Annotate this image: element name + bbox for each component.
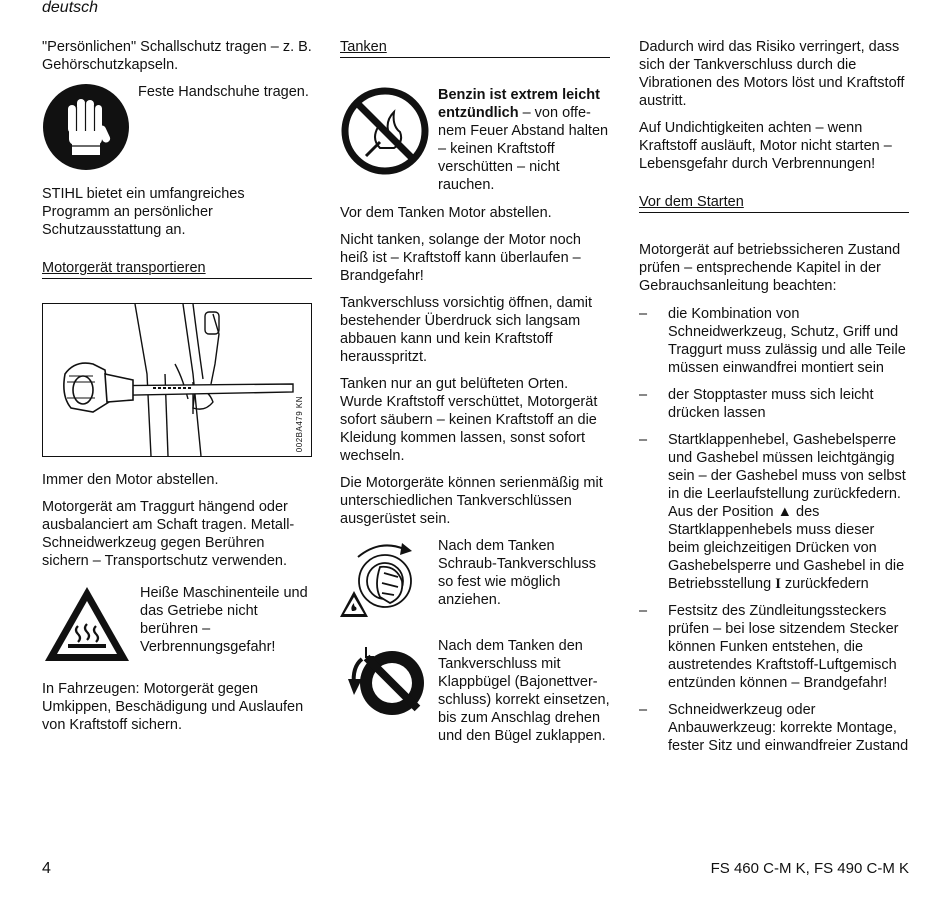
- transport-illustration: [42, 303, 312, 457]
- refuel-text-1: Vor dem Tanken Motor abstellen.: [340, 205, 552, 221]
- bayonet-cap-text: Nach dem Tanken den Tankverschluss mit Klappbügel (Bajonettver-schluss) korrekt einsetzen, bis zum Anschlag drehen und den Bügel zuklappen.: [438, 638, 610, 744]
- model-designation: FS 460 C-M K, FS 490 C-M K: [710, 860, 909, 877]
- column-3: [639, 38, 909, 764]
- hot-parts-text-main: Heiße Maschinenteile und das Getriebe nicht berühren –: [140, 585, 308, 637]
- language-label: deutsch: [42, 0, 99, 16]
- list-item: – die Kombination von Schneidwerkzeug, Schutz, Griff und Traggurt muss zulässig und alle Teile müssen einwandfrei montiert sein: [639, 305, 909, 377]
- before-start-intro: Motorgerät auf betriebssicheren Zustand prüfen – entsprechende Kapitel in der Gebrauchsanleitung beachten:: [639, 242, 901, 294]
- hearing-protection-text: "Persönlichen" Schallschutz tragen – z. B. Gehörschutzkapseln.: [42, 39, 312, 73]
- screw-cap-icon: [340, 537, 430, 619]
- transport-heading: Motorgerät transportieren: [42, 259, 312, 279]
- carry-instructions-text: Motorgerät am Traggurt hängend oder ausbalanciert am Schaft tragen. Metall-Schneidwerkzeug gegen Berühren sichern – Transportschutz verwenden.: [42, 499, 295, 569]
- bayonet-cap-icon: [340, 637, 430, 727]
- screw-cap-notice: [340, 537, 610, 619]
- choke-position-symbol: ▲: [777, 504, 792, 520]
- leak-check-text: Auf Undichtigkeiten achten – wenn Kraftstoff ausläuft, Motor nicht starten – Lebensgefahr durch Verbrennungen!: [639, 120, 892, 172]
- no-fire-icon: [340, 86, 430, 176]
- fire-warning-rest: – von offe-nem Feuer Abstand halten – keinen Kraftstoff verschütten – nicht rauchen.: [438, 105, 609, 193]
- hot-parts-text: [132, 584, 312, 656]
- list-item: – Schneidwerkzeug oder Anbauwerkzeug: korrekte Montage, fester Sitz und einwandfreier Zustand: [639, 701, 909, 755]
- before-start-heading: Vor dem Starten: [639, 193, 909, 213]
- list-item: – der Stopptaster muss sich leicht drücken lassen: [639, 386, 909, 422]
- page-number: 4: [42, 860, 51, 877]
- stihl-equipment-text: STIHL bietet ein umfangreiches Programm an persönlicher Schutzausstattung an.: [42, 186, 245, 238]
- figure-code: 002BA479 KN: [295, 395, 304, 452]
- gloves-notice: [42, 83, 312, 171]
- carrying-brushcutter-drawing: [43, 304, 311, 456]
- gloves-icon: [42, 83, 130, 171]
- vibration-risk-text: Dadurch wird das Risiko verringert, dass sich der Tankverschluss durch die Vibrationen des Motors löst und Kraftstoff austritt.: [639, 39, 905, 109]
- fire-hazard-text: Brandgefahr!: [340, 268, 424, 284]
- bayonet-cap-notice: [340, 637, 610, 745]
- screw-cap-text: Nach dem Tanken Schraub-Tankverschluss so fest wie möglich anziehen.: [438, 538, 596, 608]
- refuel-text-4: Tanken nur an gut belüfteten Orten. Wurde Kraftstoff verschüttet, Motorgerät sofort säubern – keinen Kraftstoff an die Kleidung kommen lassen, sonst sofort wechseln.: [340, 376, 598, 464]
- column-1: [42, 38, 312, 743]
- refuel-text-5: Die Motorgeräte können serienmäßig mit unterschiedlichen Tankverschlüssen ausgerüstet sein.: [340, 475, 603, 527]
- burn-danger-text: Lebensgefahr durch Verbrennungen!: [639, 156, 876, 172]
- list-item: – Festsitz des Zündleitungssteckers prüfen – bei lose sitzendem Stecker können Funken entstehen, die austretendes Kraftstoff-Luftgemisch entzünden können – Brandgefahr!: [639, 602, 909, 692]
- vehicle-transport-text: In Fahrzeugen: Motorgerät gegen Umkippen, Beschädigung und Auslaufen von Kraftstoff sichern.: [42, 681, 304, 733]
- hot-parts-notice: [42, 584, 312, 664]
- hot-surface-warning-icon: [42, 584, 132, 664]
- fire-warning-bold: Benzin ist extrem leicht entzündlich: [438, 87, 600, 121]
- fire-hazard-text: Brandgefahr!: [803, 675, 888, 691]
- refuel-text-3: Tankverschluss vorsichtig öffnen, damit bestehender Überdruck sich langsam abbauen kann und kein Kraftstoff herausspritzt.: [340, 295, 592, 365]
- burn-hazard-text: Verbrennungsgefahr!: [140, 639, 276, 655]
- fire-warning-text: [430, 86, 610, 194]
- refuel-heading: Tanken: [340, 38, 610, 58]
- fire-warning-notice: [340, 86, 610, 194]
- refuel-text-2: Nicht tanken, solange der Motor noch heiß ist – Kraftstoff kann überlaufen – Brandgefahr!: [340, 232, 581, 284]
- gloves-text: Feste Handschuhe tragen.: [138, 84, 309, 100]
- stop-engine-text: Immer den Motor abstellen.: [42, 472, 219, 488]
- list-item: – Startklappenhebel, Gashebelsperre und Gashebel müssen leichtgängig sein – der Gashebel muss von selbst in die Leerlaufstellung zurückfedern. Aus der Position ▲ des Startklappenhebels muss dieser beim gleichzeitigen Drücken von Gashebelsperre und Gashebel in die Betriebsstellung I zurückfedern: [639, 431, 909, 593]
- checklist: [639, 305, 909, 755]
- run-position-symbol: I: [775, 576, 781, 592]
- column-2: [340, 38, 610, 755]
